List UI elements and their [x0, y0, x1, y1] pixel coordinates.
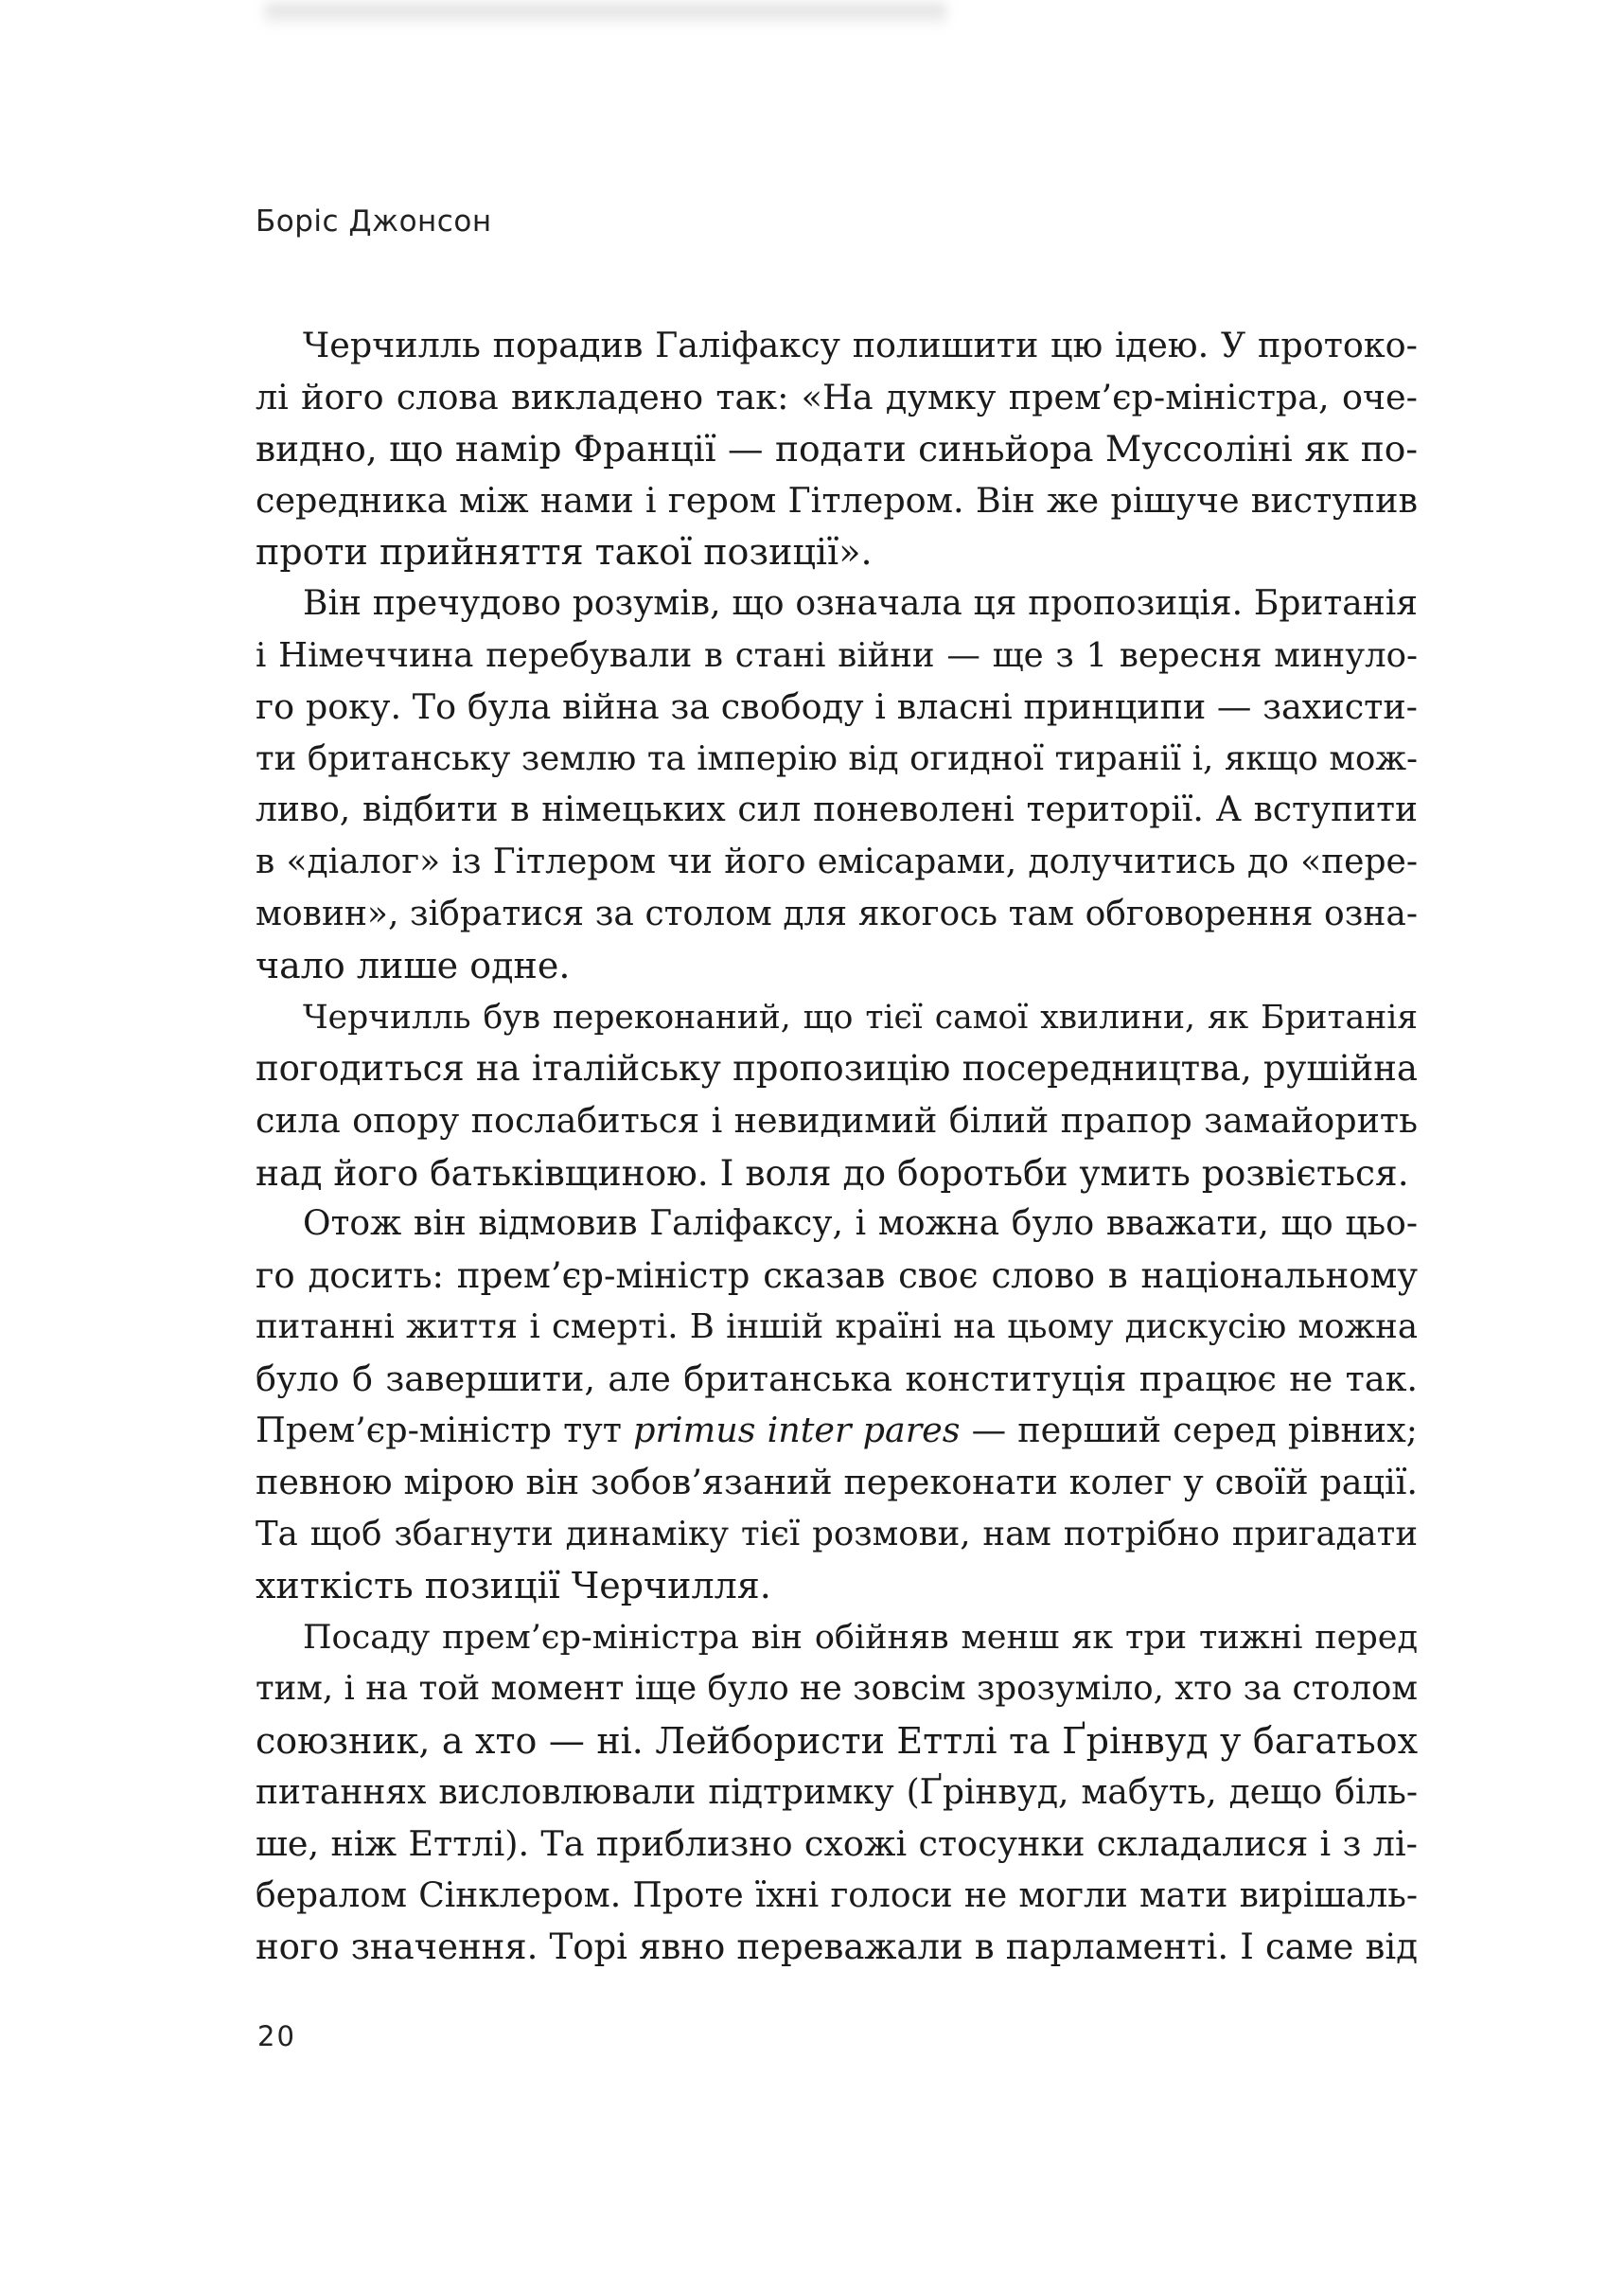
text-fragment: — перший серед рівних; — [960, 1410, 1418, 1451]
text-line: і Німеччина перебували в стані війни — ще з 1 вересня минуло- — [256, 635, 1418, 675]
text-fragment: Прем’єр-міністр тут — [256, 1410, 634, 1451]
text-line: в «діалог» із Гітлером чи його емісарами, долучитись до «пере- — [256, 842, 1418, 881]
text-line: хиткість позиції Черчилля. — [256, 1565, 771, 1607]
text-line: союзник, а хто — ні. Лейбористи Еттлі та Ґрінвуд у багатьох — [256, 1720, 1418, 1763]
text-line: тим, і на той момент іще було не зовсім зрозуміло, хто за столом — [256, 1669, 1418, 1709]
text-line: Отож він відмовив Галіфаксу, і можна було вважати, що цьо- — [303, 1204, 1418, 1244]
text-line: бералом Сінклером. Проте їхні голоси не могли мати вирішаль- — [256, 1875, 1418, 1915]
latin-phrase: primus inter pares — [633, 1410, 961, 1451]
text-line: питаннях висловлювали підтримку (Ґрінвуд, мабуть, дещо біль- — [256, 1772, 1418, 1812]
paragraph-1 — [256, 320, 1418, 578]
text-line: Він пречудово розумів, що означала ця пропозиція. Британія — [303, 583, 1418, 623]
text-line: ше, ніж Еттлі). Та приблизно схожі стосунки складалися і з лі- — [256, 1823, 1418, 1865]
text-line: Посаду прем’єр-міністра він обійняв менш як три тижні перед — [303, 1618, 1418, 1657]
scan-shadow — [265, 4, 946, 28]
text-line: чало лише одне. — [256, 945, 571, 987]
text-line: лі його слова викладено так: «На думку прем’єр-міністра, оче- — [256, 376, 1418, 417]
text-line: Черчилль порадив Галіфаксу полишити цю ідею. У протоко- — [303, 325, 1418, 365]
text-line: було б завершити, але британська конституція працює не так. — [256, 1358, 1418, 1399]
text-line: середника між нами і гером Гітлером. Він же рішуче виступив — [256, 479, 1418, 521]
text-line: го року. То була війна за свободу і власні принципи — захисти- — [256, 686, 1418, 728]
text-line: ливо, відбити в німецьких сил поневолені території. А вступити — [256, 790, 1418, 830]
running-header: Боріс Джонсон — [256, 204, 492, 239]
text-line: сила опору послабиться і невидимий білий прапор замайорить — [256, 1099, 1418, 1141]
text-line: го досить: прем’єр-міністр сказав своє слово в національному — [256, 1254, 1418, 1296]
text-line: певною мірою він зобов’язаний переконати колег у своїй рації. — [256, 1462, 1418, 1503]
text-line: мовин», зібратися за столом для якогось там обговорення озна- — [256, 894, 1418, 933]
page-number: 20 — [257, 2020, 296, 2052]
text-line: проти прийняття такої позиції». — [256, 531, 873, 574]
paragraph-3 — [256, 992, 1418, 1198]
text-line: ного значення. Торі явно переважали в парламенті. І саме від — [256, 1926, 1418, 1968]
text-line: Та щоб збагнути динаміку тієї розмови, нам потрібно пригадати — [256, 1514, 1418, 1553]
text-line-with-italic — [256, 1405, 1418, 1457]
text-line: погодиться на італійську пропозицію посередництва, рушійна — [256, 1048, 1418, 1090]
paragraph-2 — [256, 578, 1418, 992]
text-line: видно, що намір Франції — подати синьйора Муссоліні як по- — [256, 428, 1418, 470]
text-line: над його батьківщиною. І воля до боротьби умить розвіється. — [256, 1151, 1409, 1194]
body-text — [256, 320, 1418, 1974]
text-line: ти британську землю та імперію від огидної тиранії і, якщо мож- — [256, 738, 1418, 778]
text-line: питанні життя і смерті. В іншій країні на цьому дискусію можна — [256, 1307, 1418, 1347]
paragraph-4 — [256, 1198, 1418, 1612]
text-line: Черчилль був переконаний, що тієї самої хвилини, як Британія — [303, 998, 1418, 1037]
paragraph-5 — [256, 1612, 1418, 1974]
